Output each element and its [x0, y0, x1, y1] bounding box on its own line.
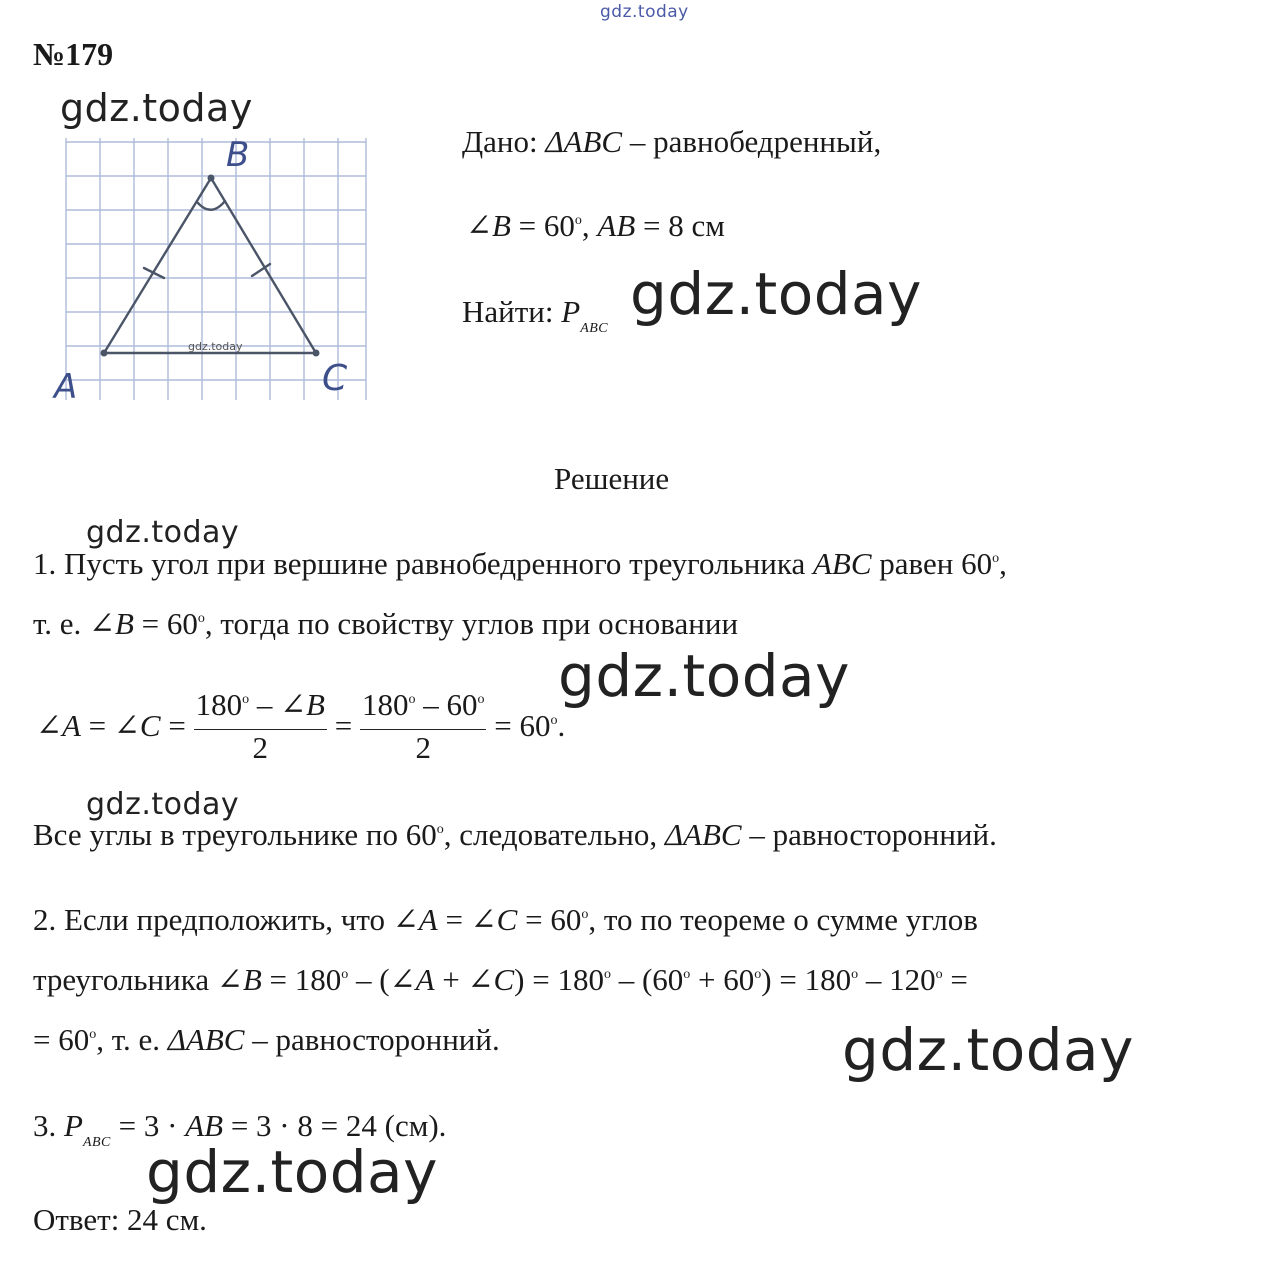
watermark: gdz.today: [146, 1138, 438, 1206]
vertex-label-a: A: [54, 367, 78, 407]
fraction-2: $\frac{180^o - 60^o}{2}$: [361, 687, 485, 765]
figure-watermark: gdz.today: [188, 340, 243, 353]
step1-line2: т. е. ∠B = $60^o$, тогда по свойству углов при основании: [33, 606, 739, 641]
find-line: Найти: $P_{ABC}$: [462, 294, 609, 336]
all-angles-line: Все углы в треугольнике по 60$^o$, следовательно, ΔABC – равносторонний.: [33, 817, 997, 852]
watermark: gdz.today: [842, 1016, 1134, 1084]
solution-title: Решение: [554, 461, 670, 496]
step2-line2: треугольника ∠B = $180^o$ – (∠A + ∠C) = $180^o - (60^o + 60^o) = 180^o - 120^o$ =: [33, 962, 968, 997]
triangle-figure: [40, 128, 380, 413]
vertex-label-c: C: [322, 358, 348, 399]
angle-arc: [197, 201, 225, 210]
grid: [66, 138, 366, 400]
fraction-1: $\frac{180^o - \angle B}{2}$: [195, 687, 325, 765]
step3-line: 3. $P_{ABC} = 3$ · AB = 3 · 8 = 24 (см).: [33, 1108, 447, 1150]
given-line: Дано: ΔABC – равнобедренный,: [462, 124, 882, 159]
answer: Ответ: 24 см.: [33, 1202, 207, 1237]
vertex-label-b: B: [226, 135, 250, 175]
watermark: gdz.today: [60, 86, 253, 130]
watermark: gdz.today: [86, 515, 240, 550]
given-angle-side: ∠B = $60^o$, AB = 8 см: [466, 208, 725, 243]
top-watermark: gdz.today: [600, 2, 689, 22]
problem-number: №179: [33, 36, 114, 72]
side-ab: [104, 178, 211, 353]
angle-equation: ∠A = ∠C = $\frac{180^o - \angle B}{2}$ = $\frac{180^o - 60^o}{2}$ = $60^o$.: [36, 687, 566, 765]
watermark: gdz.today: [630, 260, 922, 328]
step1-line1: 1. Пусть угол при вершине равнобедренного треугольника ABC равен 60$^o$,: [33, 546, 1007, 581]
step2-line3: = $60^o$, т. е. ΔABC – равносторонний.: [33, 1022, 500, 1057]
side-bc: [211, 178, 316, 353]
step2-line1: 2. Если предположить, что ∠A = ∠C = $60^o$, то по теореме о сумме углов: [33, 902, 978, 937]
watermark: gdz.today: [558, 642, 850, 710]
watermark: gdz.today: [86, 787, 240, 822]
triangle-name: ΔABC: [545, 124, 623, 159]
